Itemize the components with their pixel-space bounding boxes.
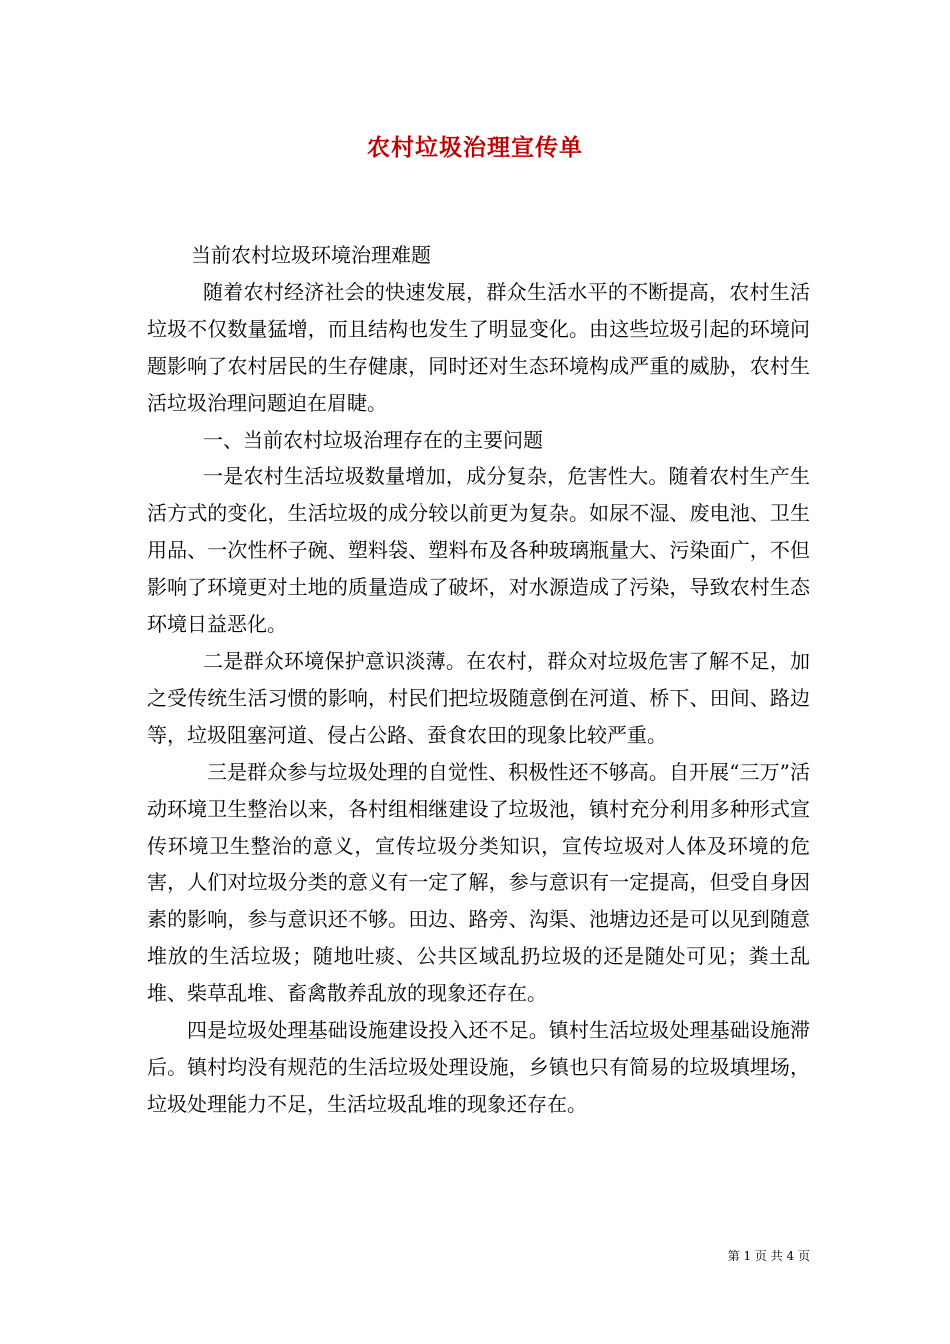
section-heading-difficulties: 当前农村垃圾环境治理难题 xyxy=(191,243,431,267)
section-heading-main-problems: 一、当前农村垃圾治理存在的主要问题 xyxy=(203,427,543,452)
paragraph-problem-two: 二是群众环境保护意识淡薄。在农村，群众对垃圾危害了解不足，加之受传统生活习惯的影响，村民们把垃圾随意倒在河道、桥下、田间、路边等，垃圾阻塞河道、侵占公路、蚕食农田的现象比较严重。 xyxy=(147,648,810,747)
page-number-footer: 第 1 页 共 4 页 xyxy=(727,1249,810,1263)
paragraph-problem-three: 三是群众参与垃圾处理的自觉性、积极性还不够高。自开展“三万”活动环境卫生整治以来，各村组相继建设了垃圾池，镇村充分利用多种形式宣传环境卫生整治的意义，宣传垃圾分类知识，宣传垃圾对人体及环境的危害，人们对垃圾分类的意义有一定了解，参与意识有一定提高，但受自身因素的影响，参与意识还不够。田边、路旁、沟渠、池塘边还是可以见到随意堆放的生活垃圾；随地吐痰、公共区域乱扔垃圾的还是随处可见；粪土乱堆、柴草乱堆、畜禽散养乱放的现象还存在。 xyxy=(147,759,810,1006)
paragraph-problem-one: 一是农村生活垃圾数量增加，成分复杂，危害性大。随着农村生产生活方式的变化，生活垃圾的成分较以前更为复杂。如尿不湿、废电池、卫生用品、一次性杯子碗、塑料袋、塑料布及各种玻璃瓶量大、污染面广，不但影响了环境更对土地的质量造成了破坏，对水源造成了污染，导致农村生态环境日益恶化。 xyxy=(147,464,810,637)
paragraph-problem-four: 四是垃圾处理基础设施建设投入还不足。镇村生活垃圾处理基础设施滞后。镇村均没有规范的生活垃圾处理设施，乡镇也只有简易的垃圾填埋场，垃圾处理能力不足，生活垃圾乱堆的现象还存在。 xyxy=(147,1018,810,1116)
paragraph-intro: 随着农村经济社会的快速发展，群众生活水平的不断提高，农村生活垃圾不仅数量猛增，而且结构也发生了明显变化。由这些垃圾引起的环境问题影响了农村居民的生存健康，同时还对生态环境构成严重的威胁，农村生活垃圾治理问题迫在眉睫。 xyxy=(147,279,810,415)
document-title: 农村垃圾治理宣传单 xyxy=(367,134,583,161)
document-body xyxy=(147,237,810,1123)
